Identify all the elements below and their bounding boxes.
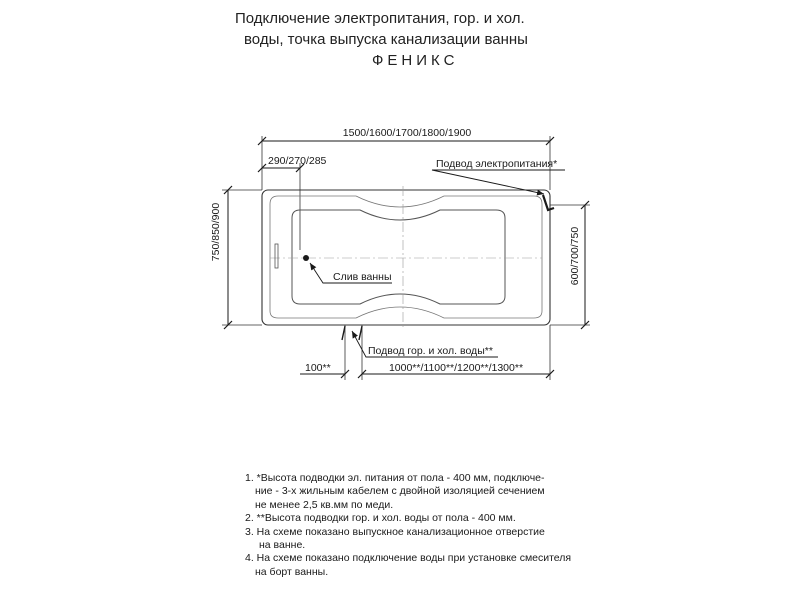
- callout-leaders: [310, 170, 565, 357]
- drain-icon: [303, 255, 309, 261]
- note-4-line-1: 4. На схеме показано подключение воды при установке смесителя: [245, 552, 572, 565]
- callout-power: Подвод электропитания*: [436, 158, 558, 170]
- notes-block: [245, 472, 571, 579]
- note-1-line-1: 1. *Высота подводки эл. питания от пола - 400 мм, подключе-: [245, 472, 545, 484]
- note-3-line-1: 3. На схеме показано выпускное канализационное отверстие: [245, 525, 545, 538]
- note-4-line-2: на борт ванны.: [255, 565, 329, 578]
- title-line-3: ФЕНИКС: [372, 52, 459, 69]
- note-2: 2. **Высота подводки гор. и хол. воды от пола - 400 мм.: [245, 512, 516, 525]
- center-lines: [270, 186, 542, 330]
- dim-width-right: 600/700/750: [569, 226, 581, 286]
- title-line-2: воды, точка выпуска канализации ванны: [244, 31, 528, 48]
- note-1-line-2: ние - 3-х жильным кабелем с двойной изоляцией сечением: [255, 485, 545, 498]
- callout-drain: Слив ванны: [333, 271, 392, 283]
- dim-width-left: 750/850/900: [210, 202, 222, 262]
- dimension-ticks: [224, 137, 589, 378]
- tub-bowl: [292, 210, 505, 304]
- dim-overall-length: 1500/1600/1700/1800/1900: [342, 127, 472, 139]
- note-1-line-3: не менее 2,5 кв.мм по меди.: [255, 498, 394, 511]
- dimension-lines: [228, 141, 585, 374]
- overflow-icon: [275, 244, 278, 268]
- tub-inner-contour: [270, 196, 542, 318]
- dim-water-offset: 100**: [305, 362, 331, 374]
- dim-water-span: 1000**/1100**/1200**/1300**: [388, 362, 524, 374]
- dim-drain-offset: 290/270/285: [268, 155, 327, 167]
- power-connection-icon: [543, 195, 554, 210]
- note-3-line-2: на ванне.: [259, 539, 306, 552]
- callout-water: Подвод гор. и хол. воды**: [368, 345, 493, 357]
- title-line-1: Подключение электропитания, гор. и хол.: [235, 10, 525, 27]
